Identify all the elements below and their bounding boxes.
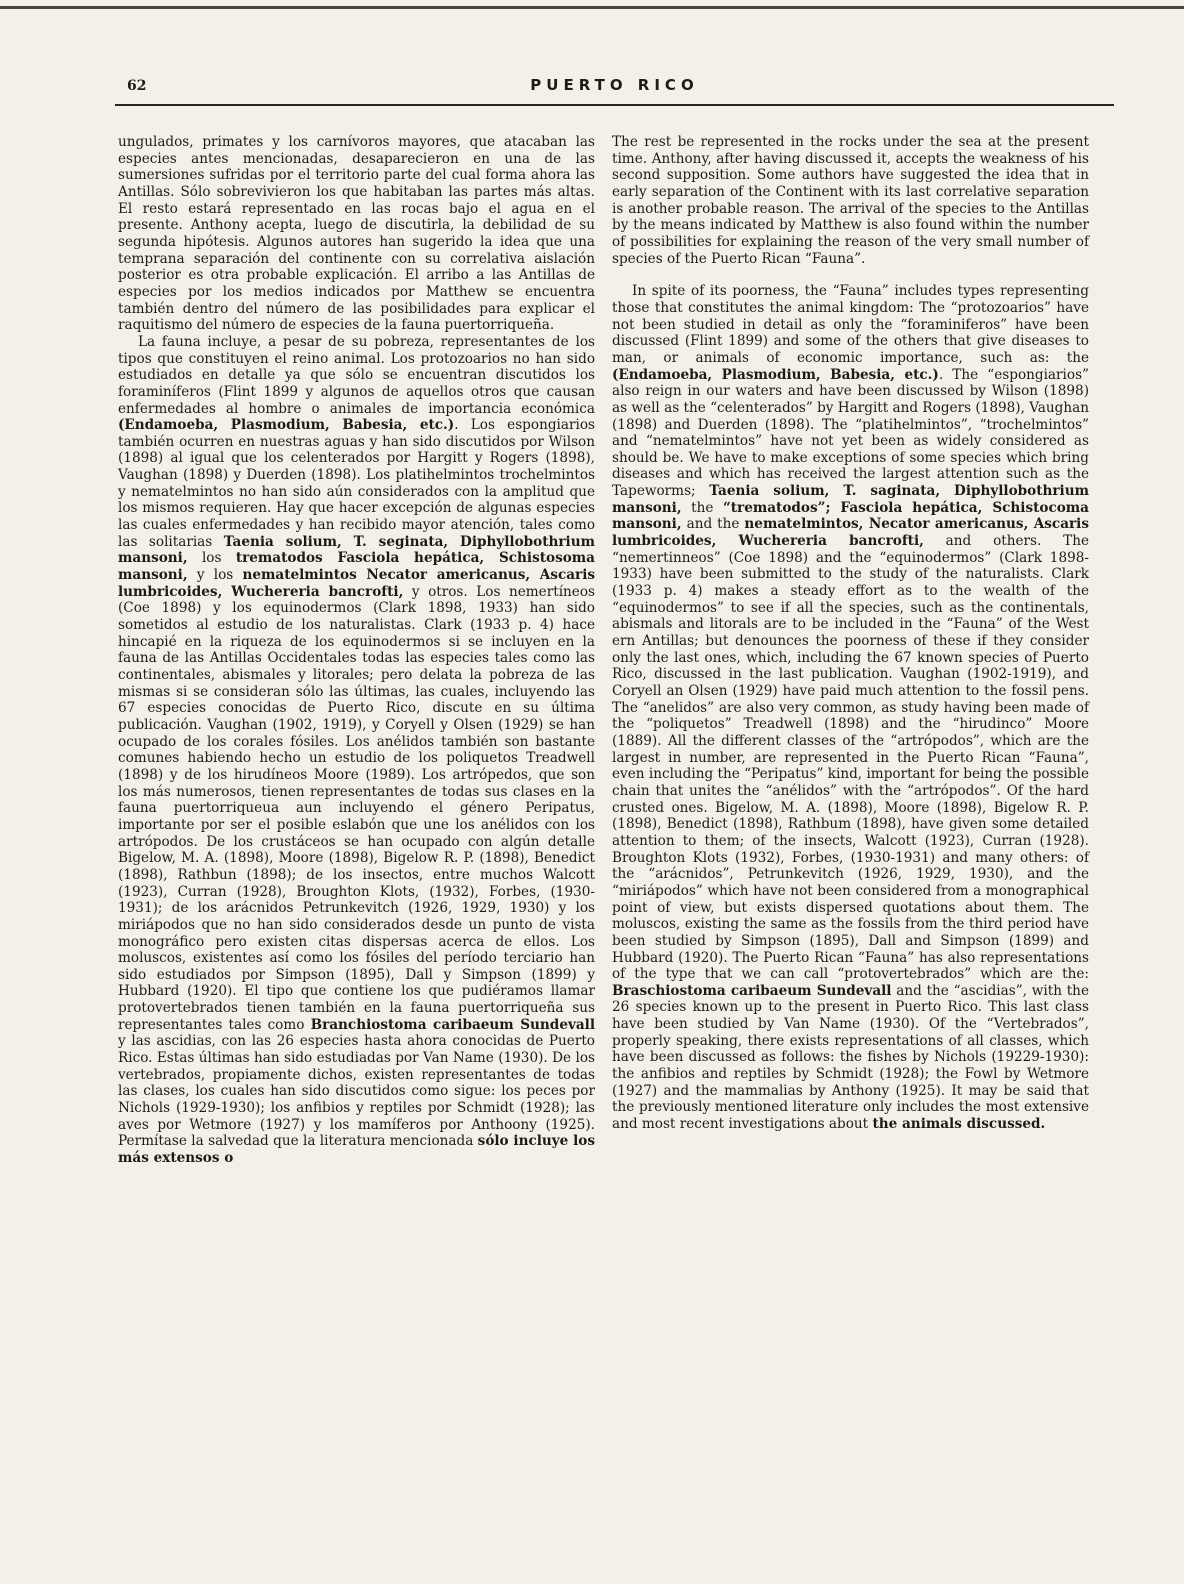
page-header: [115, 70, 1114, 104]
bold-taxon-text: nematelmintos Necator americanus, Ascaris lumbricoides, Wuchereria bancrofti,: [118, 567, 596, 600]
paragraph-text: In spite of its poorness, the “Fauna” includes types representing those that constitutes the animal kingdom: The “protozoarios” have not been studied in detail as only the “foraminiferos” have been discussed (Flint 1899) and some of the others that give diseases to man, or animals of economic importance, such as: the: [612, 283, 1089, 366]
bold-taxon-text: (Endamoeba, Plasmodium, Babesia, etc.): [612, 366, 939, 383]
paragraph-text: ungulados, primates y los carnívoros mayores, que atacaban las especies antes mencionadas, desaparecieron en una de las sumersiones sufridas por el territorio parte del cual forma ahora las Antillas. Sólo sobrevivieron los que habitaban las partes más altas. El resto estará representado en las rocas bajo el agua en el presente. Anthony acepta, luego de discutirla, la debilidad de su segunda hipótesis. Algunos autores han sugerido la idea que una temprana separación del continente con su correlativa aislación posterior es otra probable explicación. El arribo a las Antillas de especies por los medios indicados por Matthew se encuentra también dentro del número de las posibilidades para explicar el raquitismo del número de especies de la fauna puertorriqueña.: [118, 134, 595, 334]
paragraph-text: La fauna incluye, a pesar de su pobreza, representantes de los tipos que constituyen el reino animal. Los protozoarios no han sido estudiados en detalle ya que sólo se encuentran discutidos los foraminíferos (Flint 1899 y algunos de aquellos otros que causan enfermedades al hombre o animales de importancia económica: [118, 333, 595, 417]
header-divider: [115, 104, 1114, 106]
bold-taxon-text: (Endamoeba, Plasmodium, Babesia, etc.): [118, 417, 455, 434]
bold-taxon-text: Taenia solium, T. saginata, Diphyllobothrium mansoni,: [612, 483, 1089, 516]
paragraph-text: . Los espongiarios también ocurren en nuestras aguas y han sido discutidos por Wilson (1898) al igual que los celenterados por Hargitt y Rogers (1898), Vaughan (1898) y Duerden (1898). Los platihelmintos trochelmintos y nematelmintos no han sido aún considerados con la amplitud que los mismos requieren. Hay que hacer excepción de algunas especies las cuales enfermedades y han recibido mayor atención, tales como las solitarias: [118, 417, 595, 550]
paragraph-text: y las ascidias, con las 26 especies hasta ahora conocidas de Puerto Rico. Estas últimas han sido estudiadas por Van Name (1930). De los vertebrados, propiamente dichos, existen representantes de todas las clases, los cuales han sido discutidos como sigue: los peces por Nichols (1929-1930); los anfibios y reptiles por Schmidt (1928); las aves por Wetmore (1927) y los mamíferos por Anthoony (1925). Permítase la salvedad que la literatura mencionada: [118, 1033, 595, 1150]
top-edge-rule: [0, 6, 1184, 9]
bold-taxon-text: the animals discussed.: [872, 1116, 1046, 1133]
left-column-spanish: [118, 134, 595, 1167]
right-paragraph-1: [612, 134, 1089, 267]
paragraph-text: y los: [187, 567, 243, 584]
paragraph-text: the: [681, 499, 723, 516]
paragraph-text: los: [187, 550, 236, 567]
left-paragraph-2: [118, 334, 595, 1167]
paragraph-text: and the “ascidias”, with the 26 species known up to the present in Puerto Rico. This last class have been studied by Van Name (1930). Of the “Vertebrados”, properly speaking, there exists representations of all classes, which have been discussed as follows: the fishes by Nichols (19229-1930): the anfibios and reptiles by Schmidt (1928); the Fowl by Wetmore (1927) and the mammalias by Anthony (1925). It may be said that the previously mentioned literature only includes the most extensive and most recent investigations about: [612, 982, 1089, 1133]
paragraph-text: . The “espongiarios” also reign in our waters and have been discussed by Wilson (1898) as well as the “celenterados” by Hargitt and Rogers (1898), Vaughan (1898) and Duerden (1898). The “platihelmintos”, “trochelmintos” and “nematelmintos” have not yet been as widely considered as should be. We have to make exceptions of some species which bring diseases and which has received the largest attention such as the Tapeworms;: [612, 366, 1089, 500]
bold-taxon-text: sólo incluye los más extensos o: [118, 1133, 595, 1167]
paragraph-text: The rest be represented in the rocks under the sea at the present time. Anthony, after having discussed it, accepts the weakness of his second supposition. Some authors have suggested the idea that in early separation of the Continent with its last correlative separation is another probable reason. The arrival of the species to the Antillas by the means indicated by Matthew is also found within the number of possibilities for explaining the reason of the very small number of species of the Puerto Rican “Fauna”.: [612, 134, 1089, 267]
bold-taxon-text: nematelmintos, Necator americanus, Ascaris lumbricoides, Wuchereria bancrofti,: [612, 516, 1089, 550]
bold-taxon-text: Taenia solium, T. seginata, Diphyllobothrium mansoni,: [118, 533, 595, 567]
paragraph-text: and others. The “nemertinneos” (Coe 1898) and the “equinodermos” (Clark 1898-1933) have been submitted to the study of the naturalists. Clark (1933 p. 4) makes a steady effort as to the wealth of the “equinodermos” to see if all the species, such as the continentals, abismals and litorals are to be included in the “Fauna” of the West ern Antillas; but denounces the poorness of these if they consider only the last ones, which, including the 67 known species of Puerto Rico, discussed in the last publication. Vaughan (1902-1919), and Coryell an Olsen (1929) have paid much attention to the fossil pens. The “anelidos” are also very common, as study having been made of the “poliquetos” Treadwell (1898) and the “hirudinco” Moore (1889). All the different classes of the “artrópodos”, which are the largest in number, are represented in the Puerto Rican “Fauna”, even including the “Peripatus” kind, important for being the possible chain that unites the “anélidos” with the “artrópodos”. Of the hard crusted ones. Bigelow, M. A. (1898), Moore (1898), Bigelow R. P. (1898), Benedict (1898), Rathbum (1898), have given some detailed attention to them; of the insects, Walcott (1923), Curran (1928). Broughton Klots (1932), Forbes, (1930-1931) and many others: of the “arácnidos”, Petrunkevitch (1926, 1929, 1930), and the “miriápodos” which have not been considered from a monographical point of view, but exists dispersed quotations about them. The moluscos, existing the same as the fossils from the third period have been studied by Simpson (1895), Dall and Simpson (1899) and Hubbard (1920). The Puerto Rican “Fauna” has also representations of the type that we can call “protovertebrados” which are the:: [612, 533, 1089, 983]
page-number: 62: [127, 78, 147, 94]
right-column-english: [612, 134, 1089, 1133]
bold-taxon-text: Branchiostoma caribaeum Sundevall: [310, 1016, 595, 1033]
paragraph-text: and the: [681, 516, 745, 533]
paragraph-text: y otros. Los nemertíneos (Coe 1898) y los equinodermos (Clark 1898, 1933) han sido sometidos al estudio de los naturalistas. Clark (1933 p. 4) hace hincapié en la riqueza de los equinodermos si se incluyen en la fauna de las Antillas Occidentales todas las especies tales como las continentales, abismales y litorales; pero delata la pobreza de las mismas si se consideran sólo las últimas, las cuales, incluyendo las 67 especies conocidas de Puerto Rico, discute en su última publicación. Vaughan (1902, 1919), y Coryell y Olsen (1929) se han ocupado de los corales fósiles. Los anélidos también son bastante comunes habiendo hecho un estudio de los poliquetos Treadwell (1898) y de los hirudíneos Moore (1989). Los artrópedos, que son los más numerosos, tienen representantes de todas sus clases en la fauna puertorriqueua aun incluyendo el género Peripatus, importante por ser el posible eslabón que une los anélidos con los artrópodos. De los crustáceos se han ocupado con algún detalle Bigelow, M. A. (1898), Moore (1898), Bigelow R. P. (1898), Benedict (1898), Rathbun (1898); de los insectos, entre muchos Walcott (1923), Curran (1928), Broughton Klots, (1932), Forbes, (1930-1931); de los arácnidos Petrunkevitch (1926, 1929, 1930) y los miriápodos que no han sido considerados desde un punto de vista monográfico pero existen citas dispersas acerca de ellos. Los moluscos, existentes así como los fósiles del período terciario han sido estudiados por Simpson (1895), Dall y Simpson (1899) y Hubbard (1920). El tipo que contiene los que pudiéramos llamar protovertebrados tienen también en la fauna puertorriqueña sus representantes tales como: [118, 583, 595, 1033]
right-paragraph-2: [612, 283, 1089, 1132]
bold-taxon-text: Braschiostoma caribaeum Sundevall: [612, 982, 892, 999]
bold-taxon-text: “trematodos”; Fasciola hepática, Schistocoma mansoni,: [612, 499, 1089, 533]
bold-taxon-text: trematodos Fasciola hepática, Schistosoma mansoni,: [118, 550, 595, 584]
running-title: PUERTO RICO: [530, 76, 699, 94]
left-paragraph-1: [118, 134, 595, 334]
